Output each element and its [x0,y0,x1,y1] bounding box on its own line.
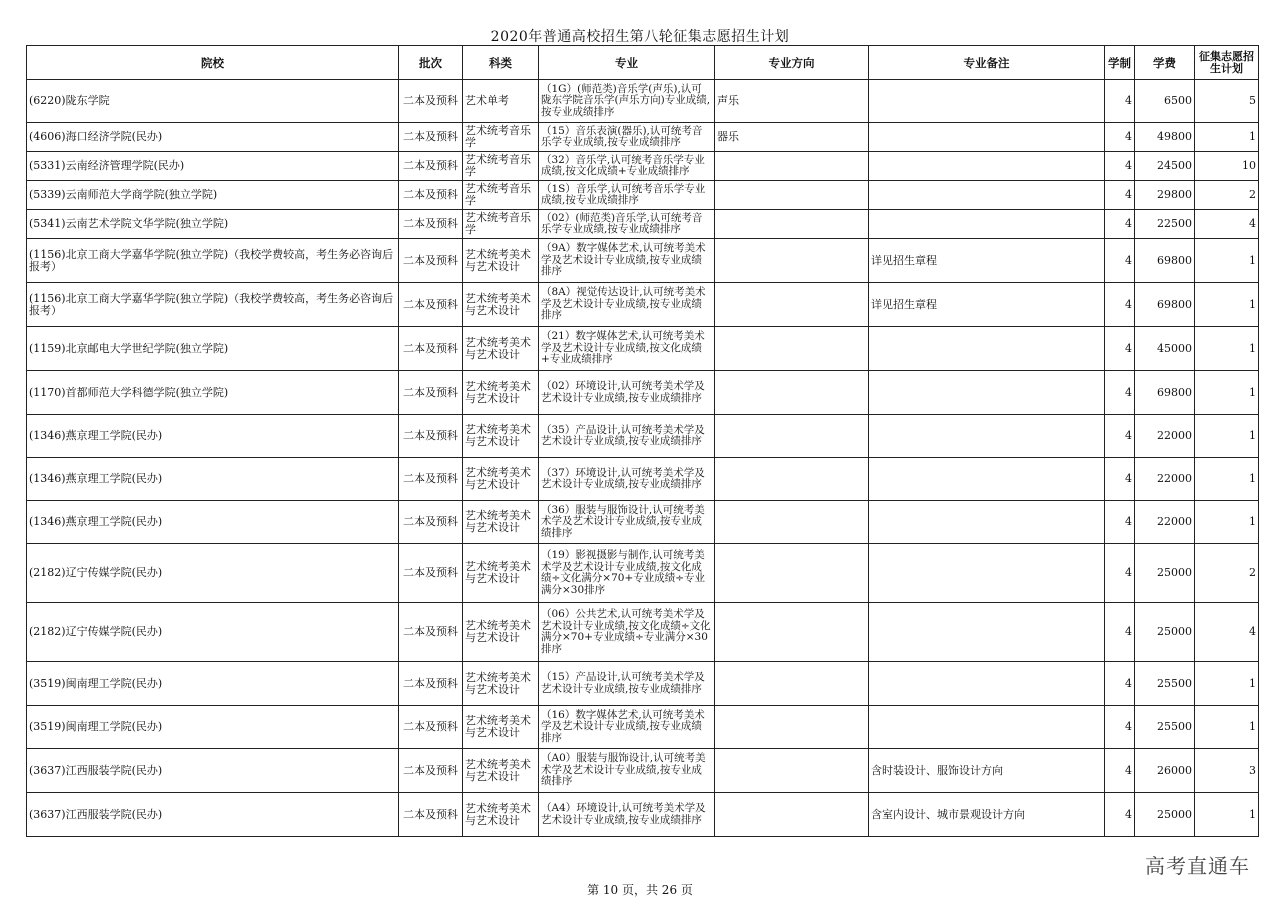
cell-batch: 二本及预科 [399,501,463,544]
cell-category: 艺术统考美术与艺术设计 [463,458,539,501]
cell-direction [715,544,869,603]
cell-remark [869,327,1105,371]
page-title: 2020年普通高校招生第八轮征集志愿招生计划 [490,29,790,45]
cell-plan: 1 [1195,662,1259,706]
cell-fee: 26000 [1135,749,1195,793]
cell-years: 4 [1105,501,1135,544]
table-row [27,371,1259,415]
header-fee: 学费 [1135,46,1195,80]
cell-direction [715,181,869,210]
cell-years: 4 [1105,181,1135,210]
cell-school: (2182)辽宁传媒学院(民办) [27,544,399,603]
cell-category: 艺术统考美术与艺术设计 [463,371,539,415]
cell-school: (3519)闽南理工学院(民办) [27,662,399,706]
cell-years: 4 [1105,283,1135,327]
cell-fee: 69800 [1135,371,1195,415]
cell-batch: 二本及预科 [399,371,463,415]
cell-school: (3637)江西服装学院(民办) [27,749,399,793]
cell-major: （1S）音乐学,认可统考音乐学专业成绩,按专业成绩排序 [539,181,715,210]
cell-plan: 1 [1195,239,1259,283]
cell-batch: 二本及预科 [399,210,463,239]
cell-category: 艺术统考美术与艺术设计 [463,793,539,837]
cell-plan: 2 [1195,544,1259,603]
cell-category: 艺术统考美术与艺术设计 [463,749,539,793]
cell-major: （35）产品设计,认可统考美术学及艺术设计专业成绩,按专业成绩排序 [539,415,715,458]
cell-category: 艺术统考美术与艺术设计 [463,239,539,283]
cell-plan: 1 [1195,371,1259,415]
watermark-logo: 高考直通车 [1145,854,1250,878]
cell-direction [715,283,869,327]
cell-major: （37）环境设计,认可统考美术学及艺术设计专业成绩,按专业成绩排序 [539,458,715,501]
table-row [27,239,1259,283]
cell-fee: 22000 [1135,415,1195,458]
cell-batch: 二本及预科 [399,181,463,210]
cell-major: （19）影视摄影与制作,认可统考美术学及艺术设计专业成绩,按文化成绩÷文化满分×70+专业成绩÷专业满分×30排序 [539,544,715,603]
cell-major: （15）音乐表演(器乐),认可统考音乐学专业成绩,按专业成绩排序 [539,123,715,152]
cell-batch: 二本及预科 [399,283,463,327]
cell-fee: 22000 [1135,501,1195,544]
cell-plan: 4 [1195,603,1259,662]
cell-fee: 25000 [1135,603,1195,662]
cell-batch: 二本及预科 [399,415,463,458]
table-row [27,80,1259,123]
cell-batch: 二本及预科 [399,152,463,181]
cell-plan: 1 [1195,415,1259,458]
cell-years: 4 [1105,210,1135,239]
cell-school: (1346)燕京理工学院(民办) [27,501,399,544]
cell-fee: 29800 [1135,181,1195,210]
cell-category: 艺术统考音乐学 [463,181,539,210]
cell-major: （8A）视觉传达设计,认可统考美术学及艺术设计专业成绩,按专业成绩排序 [539,283,715,327]
cell-major: （21）数字媒体艺术,认可统考美术学及艺术设计专业成绩,按文化成绩+专业成绩排序 [539,327,715,371]
header-years: 学制 [1105,46,1135,80]
cell-batch: 二本及预科 [399,80,463,123]
cell-fee: 6500 [1135,80,1195,123]
cell-years: 4 [1105,662,1135,706]
cell-batch: 二本及预科 [399,327,463,371]
cell-years: 4 [1105,327,1135,371]
cell-school: (3637)江西服装学院(民办) [27,793,399,837]
cell-major: （06）公共艺术,认可统考美术学及艺术设计专业成绩,按文化成绩÷文化满分×70+专业成绩÷专业满分×30排序 [539,603,715,662]
cell-remark: 含时装设计、服饰设计方向 [869,749,1105,793]
cell-school: (1346)燕京理工学院(民办) [27,415,399,458]
cell-plan: 1 [1195,501,1259,544]
cell-remark: 含室内设计、城市景观设计方向 [869,793,1105,837]
cell-fee: 22000 [1135,458,1195,501]
cell-remark [869,152,1105,181]
cell-direction [715,793,869,837]
cell-years: 4 [1105,706,1135,749]
cell-direction: 器乐 [715,123,869,152]
header-remark: 专业备注 [869,46,1105,80]
cell-fee: 49800 [1135,123,1195,152]
cell-major: （9A）数字媒体艺术,认可统考美术学及艺术设计专业成绩,按专业成绩排序 [539,239,715,283]
cell-category: 艺术统考美术与艺术设计 [463,544,539,603]
table-row [27,415,1259,458]
header-school: 院校 [27,46,399,80]
cell-plan: 5 [1195,80,1259,123]
cell-school: (5339)云南师范大学商学院(独立学院) [27,181,399,210]
cell-remark [869,544,1105,603]
cell-direction [715,371,869,415]
cell-remark [869,415,1105,458]
cell-major: （16）数字媒体艺术,认可统考美术学及艺术设计专业成绩,按专业成绩排序 [539,706,715,749]
cell-school: (1156)北京工商大学嘉华学院(独立学院)（我校学费较高，考生务必咨询后报考） [27,239,399,283]
table-row [27,662,1259,706]
cell-major: （02）(师范类)音乐学,认可统考音乐学专业成绩,按专业成绩排序 [539,210,715,239]
cell-school: (6220)陇东学院 [27,80,399,123]
header-category: 科类 [463,46,539,80]
cell-direction [715,152,869,181]
cell-category: 艺术统考音乐学 [463,210,539,239]
cell-remark [869,662,1105,706]
cell-direction [715,210,869,239]
cell-years: 4 [1105,371,1135,415]
cell-batch: 二本及预科 [399,706,463,749]
table-row [27,181,1259,210]
cell-category: 艺术统考美术与艺术设计 [463,327,539,371]
cell-remark [869,371,1105,415]
table-row [27,603,1259,662]
cell-direction [715,749,869,793]
cell-direction [715,458,869,501]
cell-school: (2182)辽宁传媒学院(民办) [27,603,399,662]
cell-plan: 4 [1195,210,1259,239]
cell-direction [715,603,869,662]
cell-direction [715,501,869,544]
cell-plan: 10 [1195,152,1259,181]
table-row [27,123,1259,152]
cell-remark [869,181,1105,210]
cell-remark [869,501,1105,544]
cell-direction [715,327,869,371]
cell-category: 艺术统考音乐学 [463,123,539,152]
cell-category: 艺术统考美术与艺术设计 [463,415,539,458]
cell-direction [715,239,869,283]
cell-fee: 69800 [1135,239,1195,283]
cell-direction [715,662,869,706]
cell-school: (4606)海口经济学院(民办) [27,123,399,152]
cell-years: 4 [1105,152,1135,181]
cell-plan: 1 [1195,793,1259,837]
cell-years: 4 [1105,123,1135,152]
cell-fee: 24500 [1135,152,1195,181]
cell-school: (1170)首都师范大学科德学院(独立学院) [27,371,399,415]
cell-batch: 二本及预科 [399,793,463,837]
cell-category: 艺术统考音乐学 [463,152,539,181]
cell-major: （A0）服装与服饰设计,认可统考美术学及艺术设计专业成绩,按专业成绩排序 [539,749,715,793]
table-row [27,749,1259,793]
cell-remark [869,458,1105,501]
cell-category: 艺术统考美术与艺术设计 [463,283,539,327]
cell-years: 4 [1105,749,1135,793]
cell-school: (3519)闽南理工学院(民办) [27,706,399,749]
header-plan: 征集志愿招生计划 [1195,46,1259,80]
cell-category: 艺术统考美术与艺术设计 [463,662,539,706]
cell-plan: 3 [1195,749,1259,793]
table-row [27,501,1259,544]
cell-school: (1159)北京邮电大学世纪学院(独立学院) [27,327,399,371]
cell-plan: 1 [1195,458,1259,501]
table-row [27,706,1259,749]
cell-batch: 二本及预科 [399,544,463,603]
cell-years: 4 [1105,793,1135,837]
header-batch: 批次 [399,46,463,80]
table-row [27,793,1259,837]
table-row [27,327,1259,371]
cell-major: （32）音乐学,认可统考音乐学专业成绩,按文化成绩+专业成绩排序 [539,152,715,181]
cell-plan: 2 [1195,181,1259,210]
cell-batch: 二本及预科 [399,239,463,283]
cell-years: 4 [1105,603,1135,662]
cell-batch: 二本及预科 [399,603,463,662]
cell-category: 艺术统考美术与艺术设计 [463,706,539,749]
cell-batch: 二本及预科 [399,123,463,152]
cell-years: 4 [1105,458,1135,501]
admission-plan-table [26,45,1259,837]
cell-remark: 详见招生章程 [869,283,1105,327]
cell-direction [715,706,869,749]
cell-direction [715,415,869,458]
cell-years: 4 [1105,415,1135,458]
cell-school: (1156)北京工商大学嘉华学院(独立学院)（我校学费较高，考生务必咨询后报考） [27,283,399,327]
cell-school: (1346)燕京理工学院(民办) [27,458,399,501]
cell-major: （15）产品设计,认可统考美术学及艺术设计专业成绩,按专业成绩排序 [539,662,715,706]
header-direction: 专业方向 [715,46,869,80]
cell-fee: 25000 [1135,793,1195,837]
header-major: 专业 [539,46,715,80]
cell-school: (5341)云南艺术学院文华学院(独立学院) [27,210,399,239]
cell-plan: 1 [1195,123,1259,152]
cell-years: 4 [1105,80,1135,123]
cell-major: （A4）环境设计,认可统考美术学及艺术设计专业成绩,按专业成绩排序 [539,793,715,837]
cell-years: 4 [1105,239,1135,283]
cell-fee: 25000 [1135,544,1195,603]
table-row [27,283,1259,327]
cell-school: (5331)云南经济管理学院(民办) [27,152,399,181]
table-row [27,152,1259,181]
cell-category: 艺术统考美术与艺术设计 [463,501,539,544]
cell-fee: 45000 [1135,327,1195,371]
page-number: 第 10 页，共 26 页 [587,883,693,897]
cell-batch: 二本及预科 [399,458,463,501]
cell-remark [869,80,1105,123]
cell-remark [869,706,1105,749]
cell-direction: 声乐 [715,80,869,123]
cell-batch: 二本及预科 [399,662,463,706]
table-header-row [27,46,1259,80]
cell-category: 艺术单考 [463,80,539,123]
cell-plan: 1 [1195,283,1259,327]
cell-fee: 25500 [1135,706,1195,749]
table-body [27,80,1259,837]
cell-remark [869,603,1105,662]
cell-fee: 22500 [1135,210,1195,239]
cell-fee: 25500 [1135,662,1195,706]
cell-category: 艺术统考美术与艺术设计 [463,603,539,662]
table-row [27,210,1259,239]
cell-batch: 二本及预科 [399,749,463,793]
cell-plan: 1 [1195,327,1259,371]
cell-major: （02）环境设计,认可统考美术学及艺术设计专业成绩,按专业成绩排序 [539,371,715,415]
cell-years: 4 [1105,544,1135,603]
cell-plan: 1 [1195,706,1259,749]
cell-major: （1G）(师范类)音乐学(声乐),认可陇东学院音乐学(声乐方向)专业成绩,按专业成绩排序 [539,80,715,123]
table-row [27,544,1259,603]
cell-fee: 69800 [1135,283,1195,327]
table-row [27,458,1259,501]
cell-remark [869,210,1105,239]
cell-remark: 详见招生章程 [869,239,1105,283]
cell-remark [869,123,1105,152]
cell-major: （36）服装与服饰设计,认可统考美术学及艺术设计专业成绩,按专业成绩排序 [539,501,715,544]
